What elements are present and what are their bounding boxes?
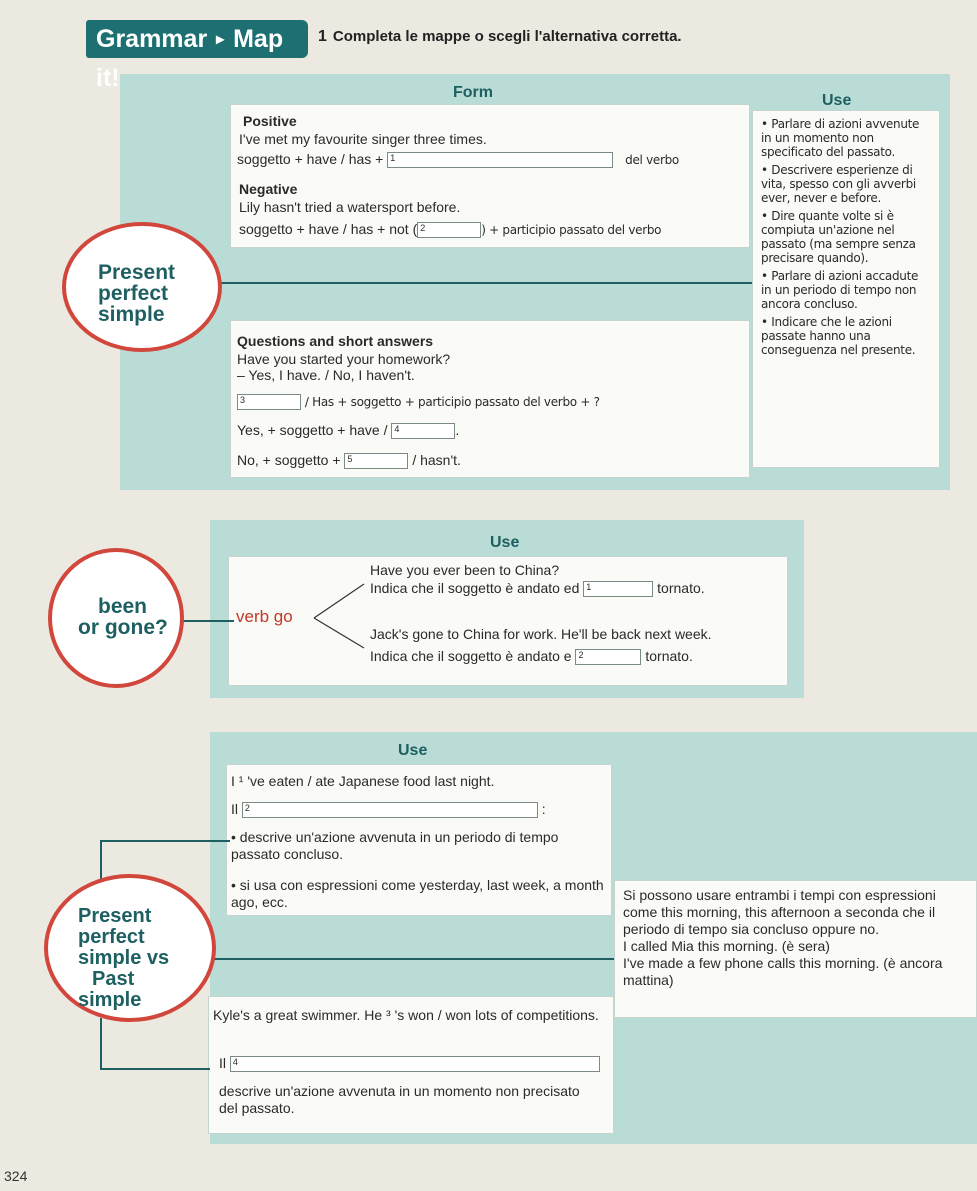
- page-number: 324: [4, 1168, 28, 1184]
- circle-text: Present: [78, 905, 152, 927]
- blank-number: 4: [232, 1057, 238, 1068]
- note-example-1: I called Mia this morning. (è sera): [623, 938, 830, 954]
- blank-5[interactable]: [344, 453, 408, 469]
- blank-3[interactable]: [237, 394, 301, 410]
- use-item: • Parlare di azioni accadute in un periodo di tempo non ancora concluso.: [761, 269, 919, 311]
- indication-end: tornato.: [645, 648, 693, 664]
- circle-text: simple: [98, 303, 165, 326]
- exercise-number: 1: [318, 28, 327, 45]
- topic-circle-been-gone: [48, 548, 184, 688]
- negative-heading: Negative: [239, 181, 298, 197]
- il-line-1: [231, 801, 546, 818]
- circle-text: simple vs: [78, 947, 170, 969]
- questions-heading: Questions and short answers: [237, 333, 434, 349]
- answer-example: – Yes, I have. / No, I haven't.: [237, 367, 415, 383]
- blank-number: 1: [586, 582, 592, 593]
- form-heading: Form: [453, 84, 493, 101]
- blank-number: 2: [420, 223, 426, 234]
- positive-example: I've met my favourite singer three times.: [239, 131, 487, 147]
- negative-formula-text: soggetto + have / has + not (: [239, 221, 418, 237]
- positive-heading: Positive: [243, 113, 297, 129]
- negative-example: Lily hasn't tried a watersport before.: [239, 199, 461, 215]
- circle-text: or gone?: [78, 616, 168, 639]
- circle-text: perfect: [98, 282, 169, 305]
- been-indication: [370, 580, 705, 597]
- question-formula-text: / Has + soggetto + participio passato del verbo + ?: [304, 395, 600, 409]
- blank-2[interactable]: [417, 222, 481, 238]
- blank-tense-2[interactable]: [242, 802, 538, 818]
- title-grammar: Grammar: [96, 25, 208, 53]
- use-card-3a: [226, 764, 612, 916]
- negative-formula-end: ) + participio passato del verbo: [481, 223, 662, 237]
- negative-formula: [239, 221, 661, 239]
- gone-indication: [370, 648, 693, 665]
- topic-circle-present-perfect: [62, 222, 222, 352]
- connector-line: [178, 620, 234, 622]
- circle-text: Past: [92, 968, 135, 990]
- connector-line: [100, 840, 230, 842]
- indication-text: Indica che il soggetto è andato e: [370, 648, 572, 664]
- instruction-text: Completa le mappe o scegli l'alternativa corretta.: [332, 28, 682, 45]
- branch-lines: [308, 580, 368, 650]
- use-heading: Use: [822, 92, 852, 109]
- connector-line: [100, 1068, 210, 1070]
- been-example: Have you ever been to China?: [370, 562, 560, 578]
- blank-1[interactable]: [387, 152, 613, 168]
- use-heading-3: Use: [398, 742, 428, 759]
- indication-text: Indica che il soggetto è andato ed: [370, 580, 580, 596]
- yes-formula: [237, 422, 459, 439]
- positive-formula-end: del verbo: [625, 153, 679, 167]
- blank-4[interactable]: [391, 423, 455, 439]
- blank-number: 3: [240, 395, 246, 406]
- note-card: [614, 880, 977, 1018]
- example-1: I ¹ 've eaten / ate Japanese food last night.: [231, 773, 495, 789]
- form-card-1: [230, 104, 750, 248]
- yes-formula-text: Yes, + soggetto + have /: [237, 422, 388, 438]
- blank-number: 1: [390, 153, 396, 164]
- topic-circle-pp-vs-past: [44, 874, 216, 1022]
- verb-go-label: verb go: [236, 607, 293, 626]
- il-text: Il: [231, 801, 238, 817]
- connector-line: [100, 1018, 102, 1068]
- blank-number: 2: [244, 803, 250, 814]
- connector-line: [150, 958, 614, 960]
- gone-example: Jack's gone to China for work. He'll be back next week.: [370, 626, 712, 642]
- use-card-3b: [208, 996, 614, 1134]
- colon: :: [541, 801, 546, 817]
- question-example: Have you started your homework?: [237, 351, 451, 367]
- section-title: [86, 20, 308, 93]
- circle-text: perfect: [78, 926, 145, 948]
- circle-text: Present: [98, 261, 176, 284]
- circle-text: been: [98, 595, 148, 618]
- use-item: • Parlare di azioni avvenute in un momento non specificato del passato.: [761, 117, 920, 159]
- yes-formula-end: .: [455, 422, 460, 438]
- blank-number: 5: [347, 454, 353, 465]
- blank-tense-4[interactable]: [230, 1056, 600, 1072]
- no-formula: [237, 452, 461, 469]
- use-item: • Descrivere esperienze di vita, spesso con gli avverbi ever, never e before.: [761, 163, 916, 205]
- no-formula-text: No, + soggetto +: [237, 452, 341, 468]
- il-line-2: [219, 1055, 600, 1072]
- use-item: • Indicare che le azioni passate hanno una conseguenza nel presente.: [761, 315, 916, 357]
- example-2: Kyle's a great swimmer. He ³ 's won / won lots of competitions.: [213, 1007, 599, 1023]
- question-formula: [237, 393, 600, 411]
- description-2: • si usa con espressioni come yesterday, last week, a month ago, ecc.: [231, 877, 604, 910]
- blank-gone[interactable]: [575, 649, 641, 665]
- form-card-2: [230, 320, 750, 478]
- indication-end: tornato.: [657, 580, 705, 596]
- description-1: • descrive un'azione avvenuta in un periodo di tempo passato concluso.: [231, 829, 559, 862]
- arrow-icon: ▸: [216, 31, 225, 49]
- positive-formula-text: soggetto + have / has +: [237, 151, 384, 167]
- use-heading-2: Use: [490, 534, 520, 551]
- use-item: • Dire quante volte si è compiuta un'azione nel passato (ma sempre senza precisare quando).: [761, 209, 916, 265]
- blank-number: 4: [394, 424, 400, 435]
- blank-been[interactable]: [583, 581, 653, 597]
- circle-text: simple: [78, 989, 142, 1011]
- use-card-1: [752, 110, 940, 468]
- note-example-2: I've made a few phone calls this morning. (è ancora mattina): [623, 955, 943, 988]
- title-map-it: Map it!: [96, 25, 284, 93]
- description-3: descrive un'azione avvenuta in un momento non precisato del passato.: [219, 1083, 580, 1116]
- instruction: [318, 28, 682, 46]
- no-formula-end: / hasn't.: [412, 452, 461, 468]
- il-text: Il: [219, 1055, 226, 1071]
- blank-number: 2: [578, 650, 584, 661]
- note-text: Si possono usare entrambi i tempi con espressioni come this morning, this afternoon a seconda che il periodo di tempo sia concluso oppure no.: [623, 887, 936, 937]
- positive-formula: [237, 151, 679, 169]
